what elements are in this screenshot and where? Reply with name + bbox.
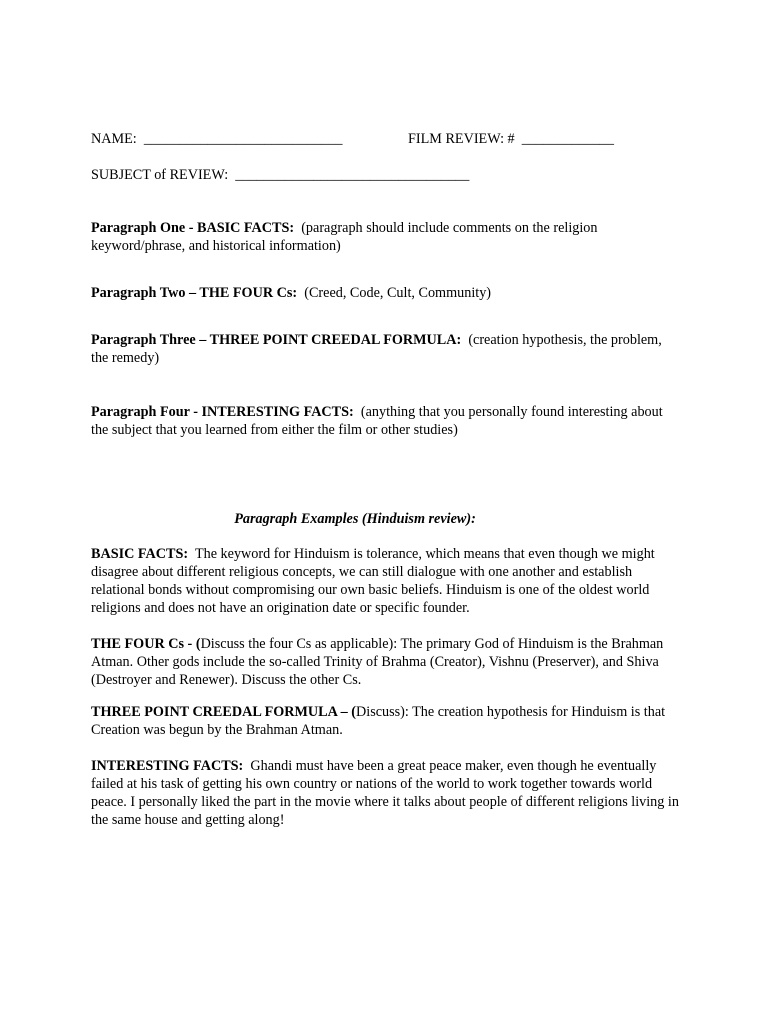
example-interesting-facts: [91, 757, 681, 829]
instruction-heading: Paragraph Four - INTERESTING FACTS:: [91, 404, 354, 420]
instruction-text: (paragraph should include comments on the religion keyword/phrase, and historical information): [91, 220, 598, 254]
example-text: Discuss): The creation hypothesis for Hinduism is that Creation was begun by the Brahman Atman.: [91, 704, 666, 738]
instruction-paragraph-two: [91, 284, 681, 302]
instruction-paragraph-one: [91, 219, 681, 255]
subject-field: [91, 166, 469, 184]
instruction-heading: Paragraph Two – THE FOUR Cs:: [91, 285, 298, 301]
name-field: [91, 130, 342, 148]
film-review-blank: _____________: [521, 131, 614, 147]
subject-blank: _________________________________: [235, 167, 470, 183]
instruction-text: (anything that you personally found interesting about the subject that you learned from either the film or other studies): [91, 404, 663, 438]
example-basic-facts: [91, 545, 681, 617]
instruction-text: (Creed, Code, Cult, Community): [304, 285, 492, 301]
name-label: NAME:: [91, 131, 137, 147]
example-heading: INTERESTING FACTS:: [91, 758, 244, 774]
example-heading: THE FOUR Cs - (: [91, 636, 201, 652]
subject-label: SUBJECT of REVIEW:: [91, 167, 229, 183]
instruction-text: (creation hypothesis, the problem, the remedy): [91, 332, 662, 366]
instruction-heading: Paragraph Three – THREE POINT CREEDAL FORMULA:: [91, 332, 462, 348]
example-text: Ghandi must have been a great peace maker, even though he eventually failed at his task of getting his own country or nations of the world to work together towards world peace. I personally liked the part in the movie where it talks about people of different religions living in the same house and getting along!: [91, 758, 679, 828]
instruction-heading: Paragraph One - BASIC FACTS:: [91, 220, 295, 236]
film-review-label: FILM REVIEW: #: [408, 131, 515, 147]
examples-heading: Paragraph Examples (Hinduism review):: [234, 511, 476, 527]
example-text: The keyword for Hinduism is tolerance, which means that even though we might disagree about different religious concepts, we can still dialogue with one another and establish relational bonds without compromising our own basic beliefs. Hinduism is one of the oldest world religions and does not have an origination date or specific founder.: [91, 546, 655, 616]
film-review-field: [408, 130, 614, 148]
example-heading: BASIC FACTS:: [91, 546, 189, 562]
example-four-cs: [91, 635, 681, 689]
example-creedal-formula: [91, 703, 681, 739]
instruction-paragraph-three: [91, 331, 681, 367]
name-blank: ____________________________: [143, 131, 343, 147]
instruction-paragraph-four: [91, 403, 681, 439]
example-heading: THREE POINT CREEDAL FORMULA – (: [91, 704, 356, 720]
example-text: Discuss the four Cs as applicable): The primary God of Hinduism is the Brahman Atman. Other gods include the so-called Trinity of Brahma (Creator), Vishnu (Preserver), and Shiva (Destroyer and Renewer). Discuss the other Cs.: [91, 636, 664, 688]
